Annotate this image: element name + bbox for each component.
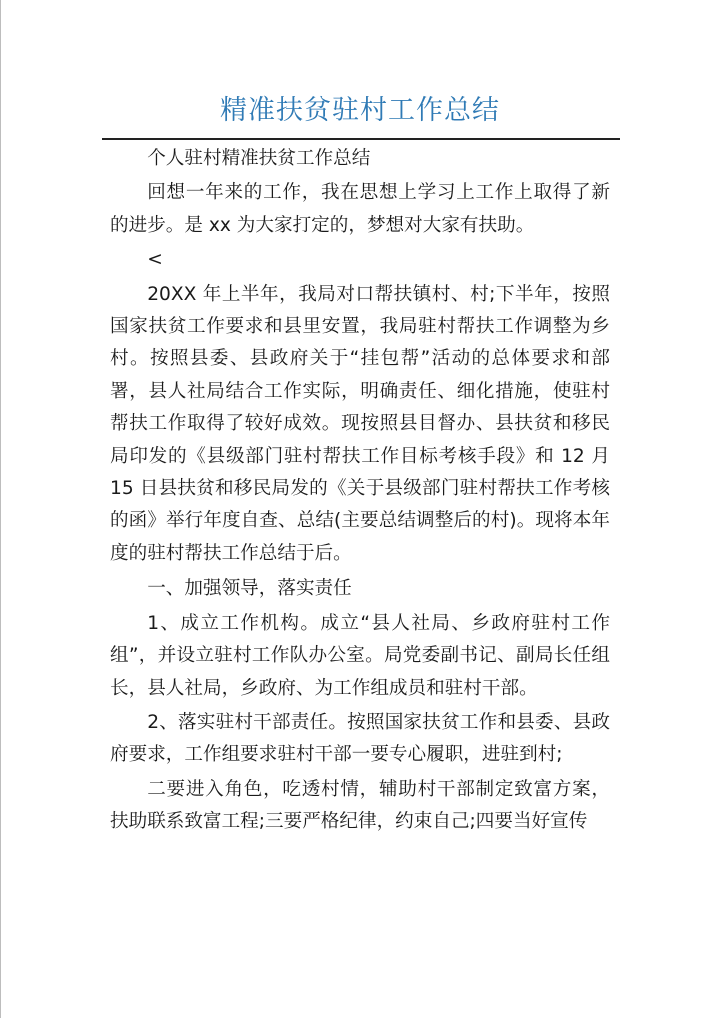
document-title: 精准扶贫驻村工作总结: [220, 95, 500, 126]
paragraph: 20XX 年上半年，我局对口帮扶镇村、村;下半年，按照国家扶贫工作要求和县里安置，我局驻村帮扶工作调整为乡村。按照县委、县政府关于“挂包帮”活动的总体要求和部署，县人社局结合工作实际，明确责任、细化措施，使驻村帮扶工作取得了较好成效。现按照县目督办、县扶贫和移民局印发的《县级部门驻村帮扶工作目标考核手段》和 12 月 15 日县扶贫和移民局发的《关于县级部门驻村帮扶工作考核的函》举行年度自查、总结(主要总结调整后的村)。现将本年度的驻村帮扶工作总结于后。: [110, 283, 610, 564]
document-body: [110, 138, 610, 839]
page-edge: [0, 0, 1, 1018]
paragraph: 回想一年来的工作，我在思想上学习上工作上取得了新的进步。是 xx 为大家打定的，梦想对大家有扶助。: [110, 182, 610, 236]
paragraph: 1、成立工作机构。成立“县人社局、乡政府驻村工作组”，并设立驻村工作队办公室。局党委副书记、副局长任组长，县人社局，乡政府、为工作组成员和驻村干部。: [110, 612, 610, 699]
paragraph-subtitle: 个人驻村精准扶贫工作总结: [147, 148, 371, 169]
paragraph: <: [147, 249, 163, 271]
paragraph: 二要进入角色，吃透村情，辅助村干部制定致富方案，扶助联系致富工程;三要严格纪律，约束自己;四要当好宣传: [110, 778, 610, 833]
section-heading: 一、加强领导，落实责任: [147, 578, 352, 600]
paragraph: 2、落实驻村干部责任。按照国家扶贫工作和县委、县政府要求，工作组要求驻村干部一要专心履职，进驻到村;: [110, 711, 610, 766]
